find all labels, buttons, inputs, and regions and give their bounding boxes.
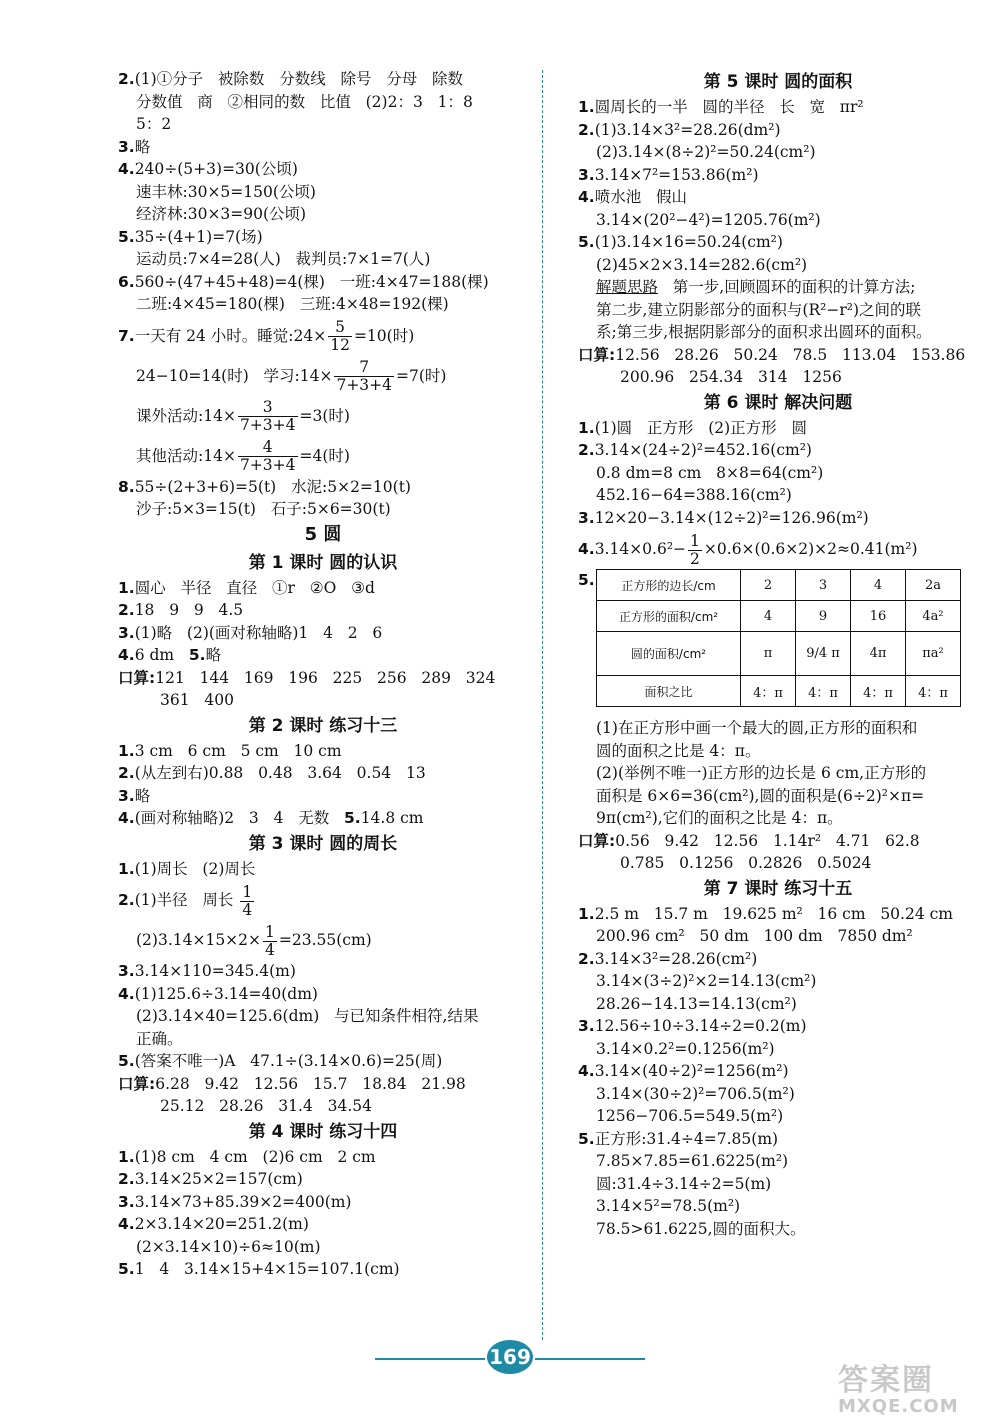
column-divider xyxy=(542,70,543,1340)
answer-line: 25.12 28.26 31.4 34.54 xyxy=(160,1097,372,1115)
fraction: $\frac{7}{7+3+4}$ xyxy=(336,358,393,394)
answer-line: 7.一天有 24 小时。睡觉:24× $\frac{5}{12}$ =10(时) xyxy=(118,318,415,354)
answer-line: 28.26−14.13=14.13(cm²) xyxy=(596,994,797,1013)
answer-line: 1.2.5 m 15.7 m 19.625 m² 16 cm 50.24 cm xyxy=(578,904,954,923)
answer-line: 2.(1)①分子 被除数 分数线 除号 分母 除数 xyxy=(118,70,464,88)
answer-line: 3.3.14×73+85.39×2=400(m) xyxy=(118,1192,352,1211)
answer-line: 口算:121 144 169 196 225 256 289 324 xyxy=(118,668,496,687)
answer-line: 第二步,建立阴影部分的面积与(R²−r²)之间的联 xyxy=(596,300,922,319)
answer-line: 圆:31.4÷3.14÷2=5(m) xyxy=(596,1174,772,1193)
answer-line: 2.(从左到右)0.88 0.48 3.64 0.54 13 xyxy=(118,764,426,782)
table-cell: 4：π xyxy=(741,676,796,707)
answer-line: 8.55÷(2+3+6)=5(t) 水泥:5×2=10(t) xyxy=(118,477,411,496)
answer-line: 3.12.56÷10÷3.14÷2=0.2(m) xyxy=(578,1017,807,1035)
answer-line: 系;第三步,根据阴影部分的面积求出圆环的面积。 xyxy=(596,323,932,341)
answer-line: 4.(1)125.6÷3.14=40(dm) xyxy=(118,984,318,1003)
answer-line: 口算:0.56 9.42 12.56 1.14r² 4.71 62.8 xyxy=(578,831,920,850)
right-column xyxy=(578,68,978,1240)
table-row xyxy=(597,676,961,707)
hint-label: 解题思路 xyxy=(596,278,659,296)
left-column xyxy=(118,68,528,1281)
answer-line: 3.3.14×7²=153.86(m²) xyxy=(578,165,759,184)
answer-line: 3.3.14×110=345.4(m) xyxy=(118,962,296,980)
table-cell: 2 xyxy=(741,570,796,601)
answer-line: 5.35÷(4+1)=7(场) xyxy=(118,227,263,246)
answer-line: 0.8 dm=8 cm 8×8=64(cm²) xyxy=(596,463,824,482)
table-cell: 4：π xyxy=(906,676,961,707)
answer-line: 速丰林:30×5=150(公顷) xyxy=(136,182,316,201)
answer-line: 4.6 dm 5.略 xyxy=(118,646,222,664)
answer-line: 24−10=14(时) 学习:14× $\frac{7}{7+3+4}$ =7(时) xyxy=(136,358,447,394)
table-cell: 2a xyxy=(906,570,961,601)
answer-line: 1256−706.5=549.5(m²) xyxy=(596,1107,784,1125)
answer-line: 3.略 xyxy=(118,786,151,805)
answer-line: (2)3.14×15×2× $\frac{1}{4}$ =23.55(cm) xyxy=(136,922,372,959)
section-heading: 第 6 课时 解决问题 xyxy=(703,392,853,413)
footer-line-left xyxy=(375,1358,485,1360)
table-cell: 4 xyxy=(851,570,906,601)
answer-line: (2)(举例不唯一)正方形的边长是 6 cm,正方形的 xyxy=(596,764,927,782)
answer-line: 1.(1)圆 正方形 (2)正方形 圆 xyxy=(578,418,807,437)
answer-line: 78.5>61.6225,圆的面积大。 xyxy=(596,1219,806,1238)
table-row xyxy=(597,632,961,676)
answer-line: 7.85×7.85=61.6225(m²) xyxy=(596,1152,789,1170)
answer-line: 452.16−64=388.16(cm²) xyxy=(596,486,792,504)
answer-line: 口算:6.28 9.42 12.56 15.7 18.84 21.98 xyxy=(118,1074,466,1093)
answer-line: 口算:12.56 28.26 50.24 78.5 113.04 153.86 xyxy=(578,345,966,364)
answer-line: 361 400 xyxy=(160,691,234,709)
answer-line: 1.圆周长的一半 圆的半径 长 宽 πr² xyxy=(578,98,864,116)
table-cell: 9 xyxy=(796,601,851,632)
answer-line: 2.3.14×25×2=157(cm) xyxy=(118,1170,303,1188)
answer-line: 其他活动:14× $\frac{4}{7+3+4}$ =4(时) xyxy=(136,438,350,474)
answer-line: 3.12×20−3.14×(12÷2)²=126.96(m²) xyxy=(578,508,869,527)
answer-line: 2.3.14×3²=28.26(cm²) xyxy=(578,949,758,968)
table-cell: 4 xyxy=(741,601,796,632)
answer-line: 2.(1)3.14×3²=28.26(dm²) xyxy=(578,120,781,139)
answer-line: 5.正方形:31.4÷4=7.85(m) xyxy=(578,1129,779,1148)
chapter-heading: 5 圆 xyxy=(304,523,342,545)
table-cell: 3 xyxy=(796,570,851,601)
answer-line: 4.240÷(5+3)=30(公顷) xyxy=(118,160,298,178)
table-row-header: 面积之比 xyxy=(597,676,741,707)
answer-line: 2.3.14×(24÷2)²=452.16(cm²) xyxy=(578,441,812,459)
answer-line: 解题思路 第一步,回顾圆环的面积的计算方法; xyxy=(596,278,916,296)
answer-line: 0.785 0.1256 0.2826 0.5024 xyxy=(620,854,872,872)
fraction: $\frac{1}{2}$ xyxy=(690,531,700,568)
answer-line: (2)45×2×3.14=282.6(cm²) xyxy=(596,255,808,274)
table-row xyxy=(597,570,961,601)
answer-line: 200.96 254.34 314 1256 xyxy=(620,368,842,386)
answer-line: 1.3 cm 6 cm 5 cm 10 cm xyxy=(118,741,342,760)
answer-line: 1.(1)周长 (2)周长 xyxy=(118,859,256,878)
answer-line: 4.2×3.14×20=251.2(m) xyxy=(118,1215,309,1233)
answer-line: 5：2 xyxy=(136,115,172,133)
section-heading: 第 5 课时 圆的面积 xyxy=(703,72,853,92)
table-cell: 4π xyxy=(851,632,906,676)
table-cell: 4a² xyxy=(906,601,961,632)
answer-line: 2.(1)半径 周长 $\frac{1}{4}$ xyxy=(118,882,253,919)
answer-line: 正确。 xyxy=(136,1029,183,1048)
question-5-block: 5. 正方形的边长/cm 2 3 4 2a 正方形的面积/cm² 4 9 16 4a² 圆的面积/cm² π 9/4 π 4π πa² 面积之比 4：π 4：π 4：π 4：π xyxy=(578,569,978,717)
answer-line: 3.14×5²=78.5(m²) xyxy=(596,1197,741,1215)
table-cell: 4：π xyxy=(851,676,906,707)
section-heading: 第 7 课时 练习十五 xyxy=(703,878,853,899)
answer-line: 3.略 xyxy=(118,137,151,156)
answer-line: 9π(cm²),它们的面积之比是 4：π。 xyxy=(596,809,843,827)
answer-line: 分数值 商 ②相同的数 比值 (2)2：3 1：8 xyxy=(136,92,473,111)
table-row xyxy=(597,601,961,632)
answer-line: 3.(1)略 (2)(画对称轴略)1 4 2 6 xyxy=(118,623,383,642)
answer-line: 3.14×0.2²=0.1256(m²) xyxy=(596,1039,775,1058)
answer-line: 3.14×(3÷2)²×2=14.13(cm²) xyxy=(596,972,817,990)
watermark-logo: 答案圈 MXQE.COM xyxy=(838,1363,959,1417)
fraction: $\frac{3}{7+3+4}$ xyxy=(239,398,296,434)
table-cell: πa² xyxy=(906,632,961,676)
answer-line: 4.3.14×0.6²− $\frac{1}{2}$ ×0.6×(0.6×2)×2≈0.41(m²) xyxy=(578,531,918,568)
table-row-header: 正方形的面积/cm² xyxy=(597,601,741,632)
answer-line: 运动员:7×4=28(人) 裁判员:7×1=7(人) xyxy=(136,250,431,268)
fraction: $\frac{1}{4}$ xyxy=(265,922,275,959)
table-cell: 9/4 π xyxy=(796,632,851,676)
answer-line: 5.(1)3.14×16=50.24(cm²) xyxy=(578,233,783,251)
table-cell: π xyxy=(741,632,796,676)
answer-line: 5.(答案不唯一)A 47.1÷(3.14×0.6)=25(周) xyxy=(118,1052,443,1070)
answer-line: 1.(1)8 cm 4 cm (2)6 cm 2 cm xyxy=(118,1147,376,1166)
fraction: $\frac{1}{4}$ xyxy=(242,882,253,919)
answer-line: (2×3.14×10)÷6≈10(m) xyxy=(136,1237,321,1256)
table-row-header: 正方形的边长/cm xyxy=(597,570,741,601)
answer-line: 沙子:5×3=15(t) 石子:5×6=30(t) xyxy=(136,500,391,518)
table-cell: 16 xyxy=(851,601,906,632)
answer-line: (2)3.14×40=125.6(dm) 与已知条件相符,结果 xyxy=(136,1007,479,1025)
page-number: 169 xyxy=(480,1340,540,1380)
answer-line: 4.(画对称轴略)2 3 4 无数 5.14.8 cm xyxy=(118,809,424,827)
section-heading: 第 1 课时 圆的认识 xyxy=(248,552,398,573)
answer-line: 4.喷水池 假山 xyxy=(578,188,687,206)
answer-line: 4.3.14×(40÷2)²=1256(m²) xyxy=(578,1062,789,1080)
answer-line: 1.圆心 半径 直径 ①r ②O ③d xyxy=(118,578,375,597)
section-heading: 第 4 课时 练习十四 xyxy=(248,1121,398,1142)
answer-line: 课外活动:14× $\frac{3}{7+3+4}$ =3(时) xyxy=(136,398,350,434)
ratio-table xyxy=(596,569,961,707)
answer-line: 2.18 9 9 4.5 xyxy=(118,601,244,619)
fraction: $\frac{5}{12}$ xyxy=(330,318,350,354)
table-cell: 4：π xyxy=(796,676,851,707)
answer-line: 圆的面积之比是 4：π。 xyxy=(596,741,761,760)
section-heading: 第 3 课时 圆的周长 xyxy=(248,833,398,854)
answer-line: 二班:4×45=180(棵) 三班:4×48=192(棵) xyxy=(136,295,449,313)
section-heading: 第 2 课时 练习十三 xyxy=(248,715,398,736)
answer-line: 3.14×(30÷2)²=706.5(m²) xyxy=(596,1084,795,1103)
answer-line: 200.96 cm² 50 dm 100 dm 7850 dm² xyxy=(596,927,913,945)
footer-line-right xyxy=(535,1358,645,1360)
answer-line: (2)3.14×(8÷2)²=50.24(cm²) xyxy=(596,143,816,161)
fraction: $\frac{4}{7+3+4}$ xyxy=(239,438,296,474)
answer-line: 6.560÷(47+45+48)=4(棵) 一班:4×47=188(棵) xyxy=(118,272,489,291)
answer-line: 面积是 6×6=36(cm²),圆的面积是(6÷2)²×π= xyxy=(596,786,925,805)
answer-line: 经济林:30×3=90(公顷) xyxy=(136,205,307,223)
answer-line: 3.14×(20²−4²)=1205.76(m²) xyxy=(596,210,821,229)
table-row-header: 圆的面积/cm² xyxy=(597,632,741,676)
answer-line: (1)在正方形中画一个最大的圆,正方形的面积和 xyxy=(596,719,918,737)
answer-line: 5.1 4 3.14×15+4×15=107.1(cm) xyxy=(118,1260,400,1278)
